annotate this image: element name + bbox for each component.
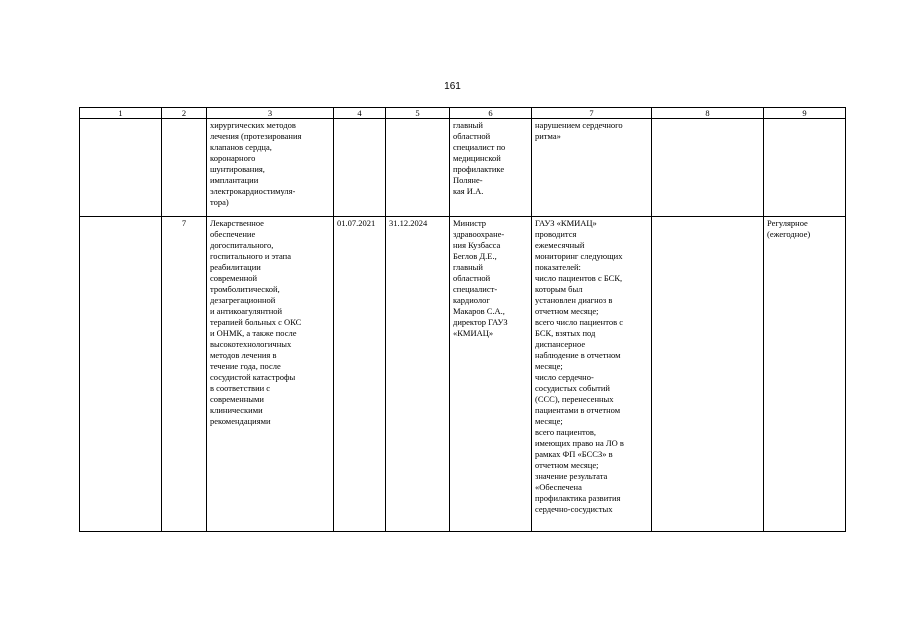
page-number: 161	[444, 81, 461, 92]
cell-col-9-frequency: Регулярное (ежегодное)	[764, 217, 846, 532]
column-header: 8	[652, 108, 764, 119]
column-header: 3	[207, 108, 334, 119]
cell-col-6-responsible: Министр здравоохране- ния Кузбасса Беглов Д.Е., главный областной специалист- кардиолог Макаров С.А., директор ГАУЗ «КМИАЦ»	[450, 217, 532, 532]
column-header: 4	[334, 108, 386, 119]
table-row	[80, 217, 846, 532]
cell-col-2-number: 7	[162, 217, 207, 532]
table-row	[80, 119, 846, 217]
cell-col-4-start-date: 01.07.2021	[334, 217, 386, 532]
column-header: 9	[764, 108, 846, 119]
cell-col-1	[80, 119, 162, 217]
column-header: 5	[386, 108, 450, 119]
cell-col-5-end-date	[386, 119, 450, 217]
cell-col-7-result: нарушением сердечного ритма»	[532, 119, 652, 217]
column-header: 6	[450, 108, 532, 119]
column-header: 7	[532, 108, 652, 119]
cell-col-7-result: ГАУЗ «КМИАЦ» проводится ежемесячный мониторинг следующих показателей: число пациентов с БСК, которым был установлен диагноз в отчетном месяце; всего число пациентов с БСК, взятых под диспансерное наблюдение в отчетном месяце; число сердечно- сосудистых событий (ССС), перенесенных пациентами в отчетном месяце; всего пациентов, имеющих право на ЛО в рамках ФП «БССЗ» в отчетном месяце; значение результата «Обеспечена профилактика развития сердечно-сосудистых	[532, 217, 652, 532]
cell-col-3-measure: хирургических методов лечения (протезирования клапанов сердца, коронарного шунтирования, имплантации электрокардиостимуля- тора)	[207, 119, 334, 217]
cell-col-3-measure: Лекарственное обеспечение догоспитального, госпитального и этапа реабилитации современной тромболитической, дезагрегационной и антикоагулянтной терапией больных с ОКС и ОНМК, а также после высокотехнологичных методов лечения в течение года, после сосудистой катастрофы в соответствии с современными клиническими рекомендациями	[207, 217, 334, 532]
cell-col-5-end-date: 31.12.2024	[386, 217, 450, 532]
cell-col-4-start-date	[334, 119, 386, 217]
cell-col-6-responsible: главный областной специалист по медицинской профилактике Поляне- кая И.А.	[450, 119, 532, 217]
table-header-row	[80, 108, 846, 119]
cell-col-8	[652, 217, 764, 532]
cell-col-8	[652, 119, 764, 217]
cell-col-9-frequency	[764, 119, 846, 217]
cell-col-2-number	[162, 119, 207, 217]
cell-col-1	[80, 217, 162, 532]
column-header: 2	[162, 108, 207, 119]
column-header: 1	[80, 108, 162, 119]
measures-table	[79, 107, 846, 532]
